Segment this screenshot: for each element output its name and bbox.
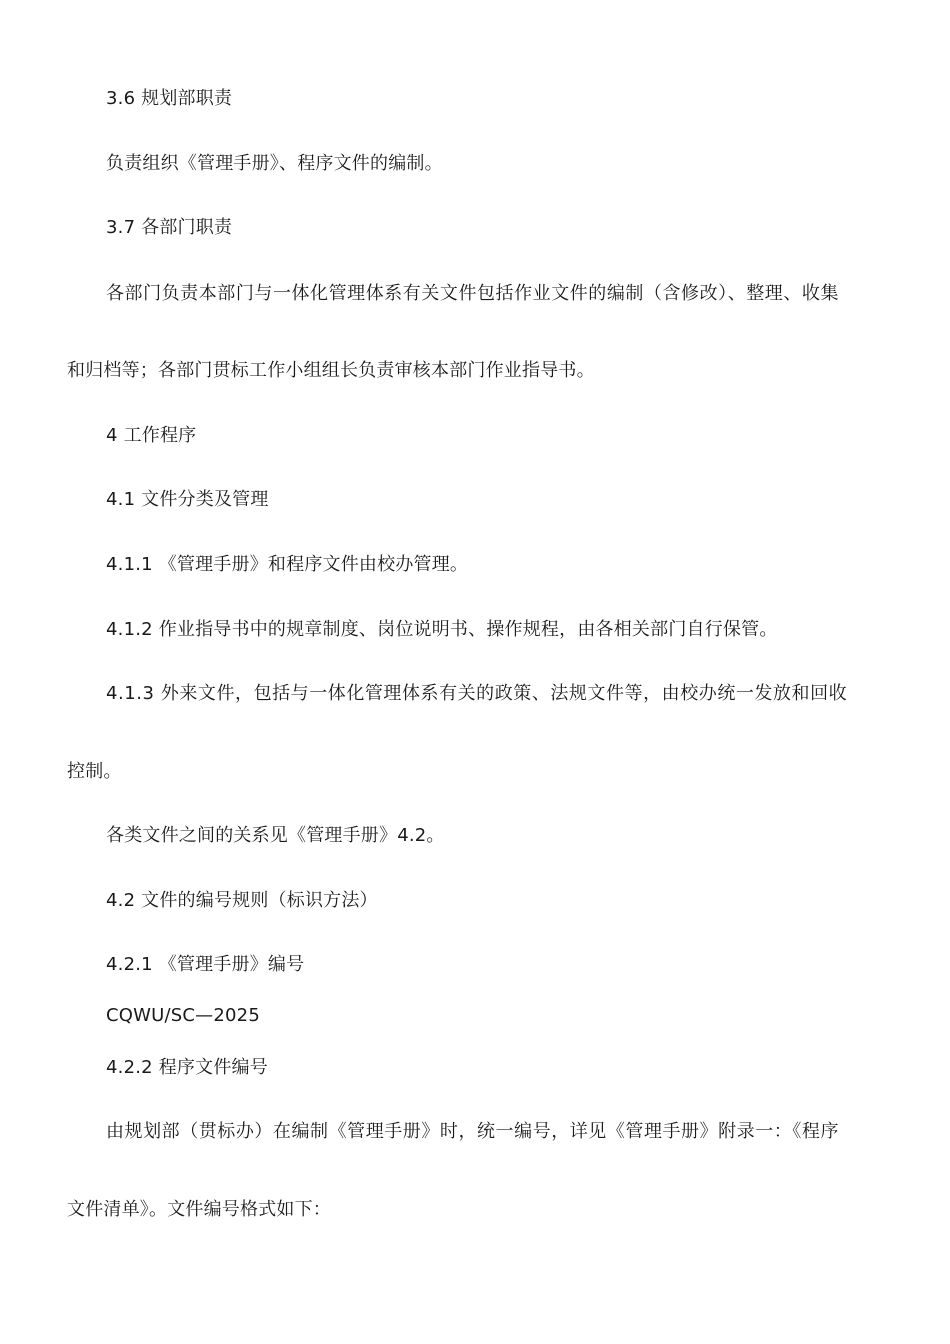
section-4-2-heading: 4.2 文件的编号规则（标识方法）	[106, 890, 378, 911]
section-4-heading: 4 工作程序	[106, 425, 197, 446]
section-3-7-body-line2: 和归档等；各部门贯标工作小组组长负责审核本部门作业指导书。	[67, 360, 595, 381]
section-4-1-2: 4.1.2 作业指导书中的规章制度、岗位说明书、操作规程，由各相关部门自行保管。	[106, 619, 778, 640]
section-4-1-note: 各类文件之间的关系见《管理手册》4.2。	[106, 825, 445, 846]
section-4-1-heading: 4.1 文件分类及管理	[106, 489, 269, 510]
section-3-6-body: 负责组织《管理手册》、程序文件的编制。	[106, 153, 443, 174]
section-3-7-heading: 3.7 各部门职责	[106, 217, 233, 238]
section-4-2-2-heading: 4.2.2 程序文件编号	[106, 1057, 268, 1078]
section-4-2-2-body-line1: 由规划部（贯标办）在编制《管理手册》时，统一编号，详见《管理手册》附录一：《程序	[106, 1121, 839, 1142]
manual-code: CQWU/SC—2025	[106, 1005, 260, 1026]
section-4-1-3-line2: 控制。	[67, 761, 122, 782]
section-4-1-3-line1: 4.1.3 外来文件，包括与一体化管理体系有关的政策、法规文件等，由校办统一发放和回收	[106, 683, 848, 704]
section-3-6-heading: 3.6 规划部职责	[106, 88, 233, 109]
section-4-1-1: 4.1.1 《管理手册》和程序文件由校办管理。	[106, 554, 469, 575]
section-4-2-1-heading: 4.2.1 《管理手册》编号	[106, 954, 305, 975]
section-3-7-body-line1: 各部门负责本部门与一体化管理体系有关文件包括作业文件的编制（含修改）、整理、收集	[106, 283, 839, 304]
section-4-2-2-body-line2: 文件清单》。文件编号格式如下：	[67, 1199, 331, 1220]
